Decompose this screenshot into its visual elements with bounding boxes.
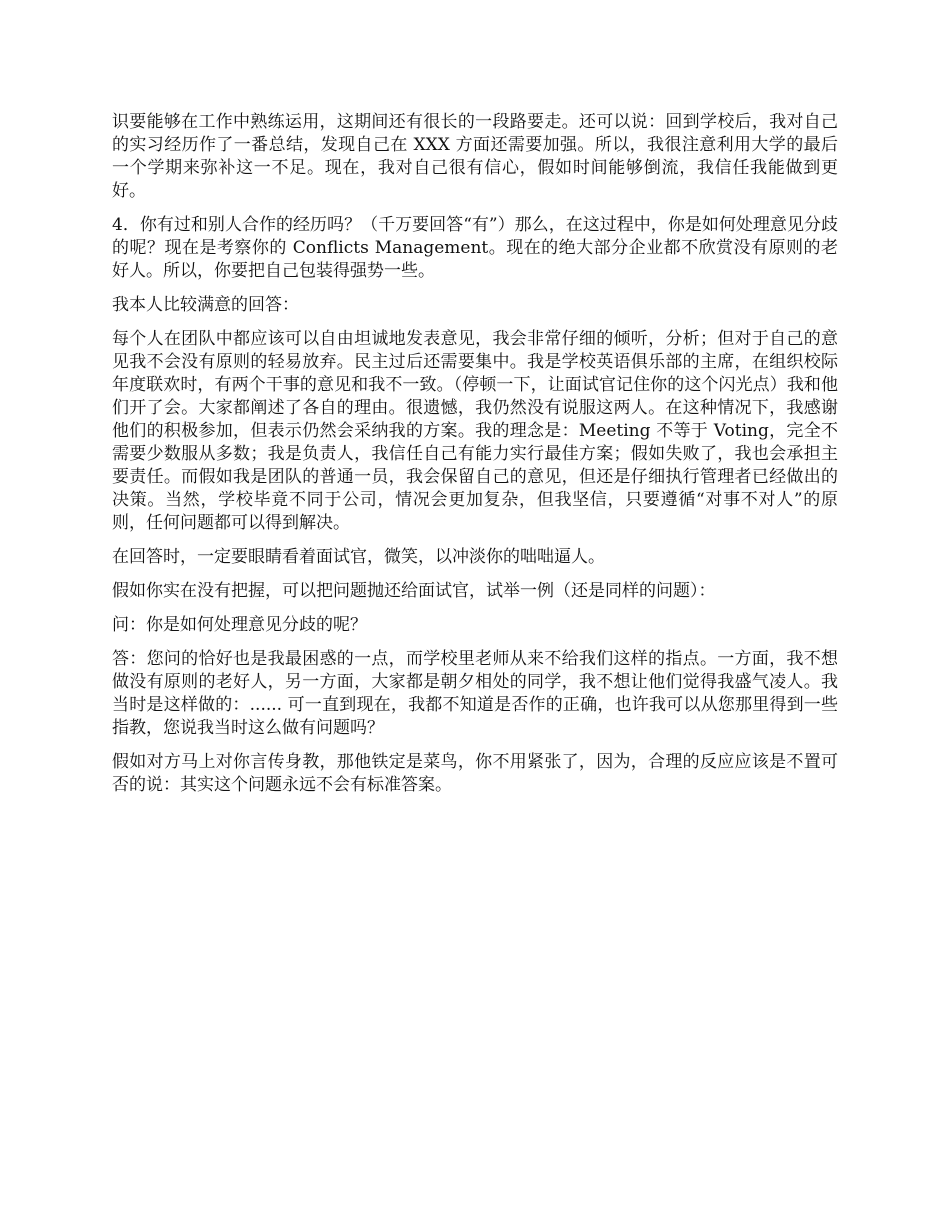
paragraph-tip-return-question: 假如你实在没有把握，可以把问题抛还给面试官，试举一例（还是同样的问题）：: [112, 581, 716, 601]
paragraph-answer-example: 答：您问的恰好也是我最困惑的一点，而学校里老师从来不给我们这样的指点。一方面，我不想做没有原则的老好人，另一方面，大家都是朝夕相处的同学，我不想让他们觉得我盛气凌人。我当时是这样做的：...... 可一直到现在，我都不知道是否作的正确，也许我可以从您那里得到一些指教，您说我当时这么做有问题吗？: [112, 649, 838, 738]
paragraph-sample-answer: 每个人在团队中都应该可以自由坦诚地发表意见，我会非常仔细的倾听，分析；但对于自己的意见我不会没有原则的轻易放弃。民主过后还需要集中。我是学校英语俱乐部的主席，在组织校际年度联欢时，有两个干事的意见和我不一致。（停顿一下，让面试官记住你的这个闪光点）我和他们开了会。大家都阐述了各自的理由。很遗憾，我仍然没有说服这两人。在这种情况下，我感谢他们的积极参加，但表示仍然会采纳我的方案。我的理念是：Meeting 不等于 Voting，完全不需要少数服从多数；我是负责人，我信任自己有能力实行最佳方案；假如失败了，我也会承担主要责任。而假如我是团队的普通一员，我会保留自己的意见，但还是仔细执行管理者已经做出的决策。当然，学校毕竟不同于公司，情况会更加复杂，但我坚信，只要遵循“对事不对人”的原则，任何问题都可以得到解决。: [112, 329, 838, 533]
paragraph-intro-continuation: 识要能够在工作中熟练运用，这期间还有很长的一段路要走。还可以说：回到学校后，我对自己的实习经历作了一番总结，发现自己在 XXX 方面还需要加强。所以，我很注意利用大学的最后一个学期来弥补这一不足。现在，我对自己很有信心，假如时间能够倒流，我信任我能做到更好。: [112, 112, 838, 201]
paragraph-tip-eye-contact: 在回答时，一定要眼睛看着面试官，微笑，以冲淡你的咄咄逼人。: [112, 547, 605, 567]
paragraph-question-4: 4．你有过和别人合作的经历吗？（千万要回答“有”）那么，在这过程中，你是如何处理意见分歧的呢？现在是考察你的 Conflicts Management。现在的绝大部分企业都不欣赏没有原则的老好人。所以，你要把自己包装得强势一些。: [112, 215, 838, 281]
paragraph-answer-heading: 我本人比较满意的回答：: [112, 295, 299, 315]
paragraph-closing-tip: 假如对方马上对你言传身教，那他铁定是菜鸟，你不用紧张了，因为，合理的反应应该是不置可否的说：其实这个问题永远不会有标准答案。: [112, 752, 838, 795]
paragraph-question-example: 问：你是如何处理意见分歧的呢？: [112, 615, 367, 635]
